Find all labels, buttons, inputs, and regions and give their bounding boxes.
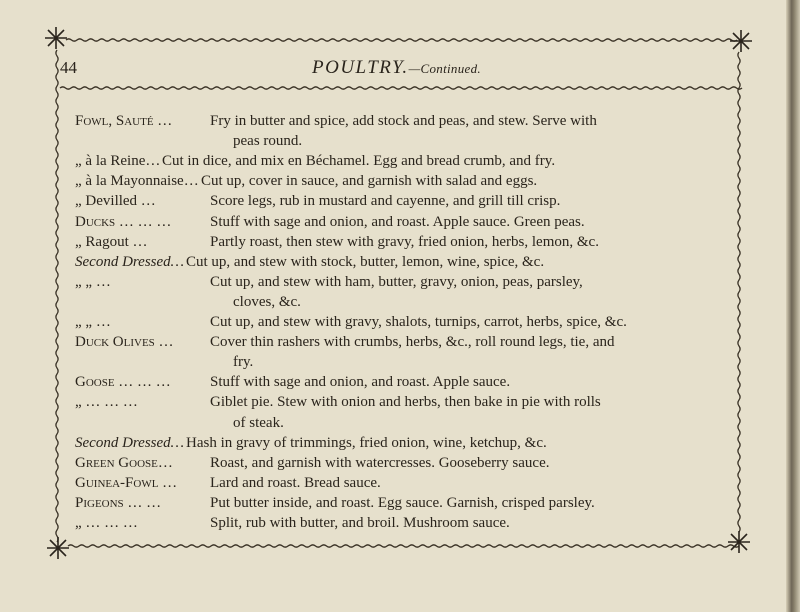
running-head [312, 57, 481, 79]
recipe-label: „ „ … [75, 273, 111, 290]
recipe-line [75, 473, 381, 493]
recipe-description: Cut in dice, and mix en Béchamel. Egg and bread crumb, and fry. [162, 153, 556, 170]
recipe-line [75, 453, 550, 473]
recipe-description: cloves, &c. [233, 293, 301, 310]
recipe-description: Partly roast, then stew with gravy, fried onion, herbs, lemon, &c. [210, 233, 599, 250]
recipe-line [75, 272, 583, 292]
recipe-description: Stuff with sage and onion, and roast. Apple sauce. [210, 374, 511, 391]
recipe-label: Fowl, Sauté … [75, 113, 173, 129]
recipe-line [75, 513, 510, 533]
recipe-description: Cover thin rashers with crumbs, herbs, &c., roll round legs, tie, and [210, 334, 615, 351]
recipe-label: Guinea-Fowl … [75, 474, 178, 491]
recipe-line [75, 252, 545, 272]
recipe-description: Fry in butter and spice, add stock and peas, and stew. Serve with [210, 113, 597, 129]
recipe-line [75, 171, 538, 191]
recipe-line [75, 111, 597, 131]
corner-ornament-top-right [730, 30, 752, 52]
recipe-description: Cut up, and stew with stock, butter, lemon, wine, spice, &c. [186, 253, 545, 270]
recipe-label: „ Devilled … [75, 193, 156, 210]
recipe-label: Pigeons … … [75, 494, 162, 511]
recipe-line [75, 312, 627, 332]
recipe-description: Score legs, rub in mustard and cayenne, and grill till crisp. [210, 193, 561, 210]
recipe-label: „ à la Reine… [75, 153, 161, 170]
recipe-label: „ „ … [75, 314, 111, 330]
recipe-description: Cut up, cover in sauce, and garnish with salad and eggs. [201, 173, 538, 190]
recipe-label: Green Goose… [75, 454, 173, 471]
recipe-label: „ … … … [75, 394, 138, 411]
recipe-line [75, 493, 595, 513]
recipe-line [75, 392, 601, 412]
recipe-description: Giblet pie. Stew with onion and herbs, then bake in pie with rolls [210, 394, 601, 411]
running-head-title: POULTRY. [312, 57, 409, 78]
recipe-line [75, 433, 547, 453]
corner-ornament-bottom-left [47, 537, 69, 559]
recipe-description: Roast, and garnish with watercresses. Gooseberry sauce. [210, 454, 550, 471]
recipe-description: of steak. [233, 414, 284, 431]
recipe-label: Duck Olives … [75, 334, 174, 351]
recipe-description: Hash in gravy of trimmings, fried onion, wine, ketchup, &c. [186, 434, 547, 451]
recipe-label: Ducks … … … [75, 213, 172, 230]
corner-ornament-bottom-right [728, 531, 750, 553]
page-header [60, 53, 740, 79]
recipe-line [75, 232, 599, 252]
recipe-label: „ … … … [75, 515, 138, 531]
recipe-description: peas round. [233, 133, 303, 150]
page-number: 44 [60, 58, 77, 77]
recipe-description: Stuff with sage and onion, and roast. Apple sauce. Green peas. [210, 213, 585, 230]
recipe-label: Second Dressed… [75, 253, 185, 270]
corner-ornament-top-left [45, 27, 67, 49]
recipe-line [75, 191, 561, 211]
recipe-label: „ à la Mayonnaise… [75, 173, 199, 190]
recipe-line [75, 212, 585, 232]
recipe-label: Second Dressed… [75, 434, 185, 451]
recipe-line [75, 372, 511, 392]
recipe-description: Cut up, and stew with ham, butter, gravy, onion, peas, parsley, [210, 273, 583, 290]
recipe-description: Cut up, and stew with gravy, shalots, turnips, carrot, herbs, spice, &c. [210, 314, 627, 330]
recipe-line [75, 332, 615, 352]
recipe-label: „ Ragout … [75, 233, 148, 250]
recipe-description: fry. [233, 354, 254, 371]
recipe-description: Put butter inside, and roast. Egg sauce. Garnish, crisped parsley. [210, 494, 595, 511]
running-head-suffix: —Continued. [408, 61, 481, 76]
recipe-line [75, 151, 556, 171]
recipe-description: Lard and roast. Bread sauce. [210, 474, 381, 491]
recipe-description: Split, rub with butter, and broil. Mushroom sauce. [210, 515, 510, 531]
recipe-label: Goose … … … [75, 374, 171, 391]
